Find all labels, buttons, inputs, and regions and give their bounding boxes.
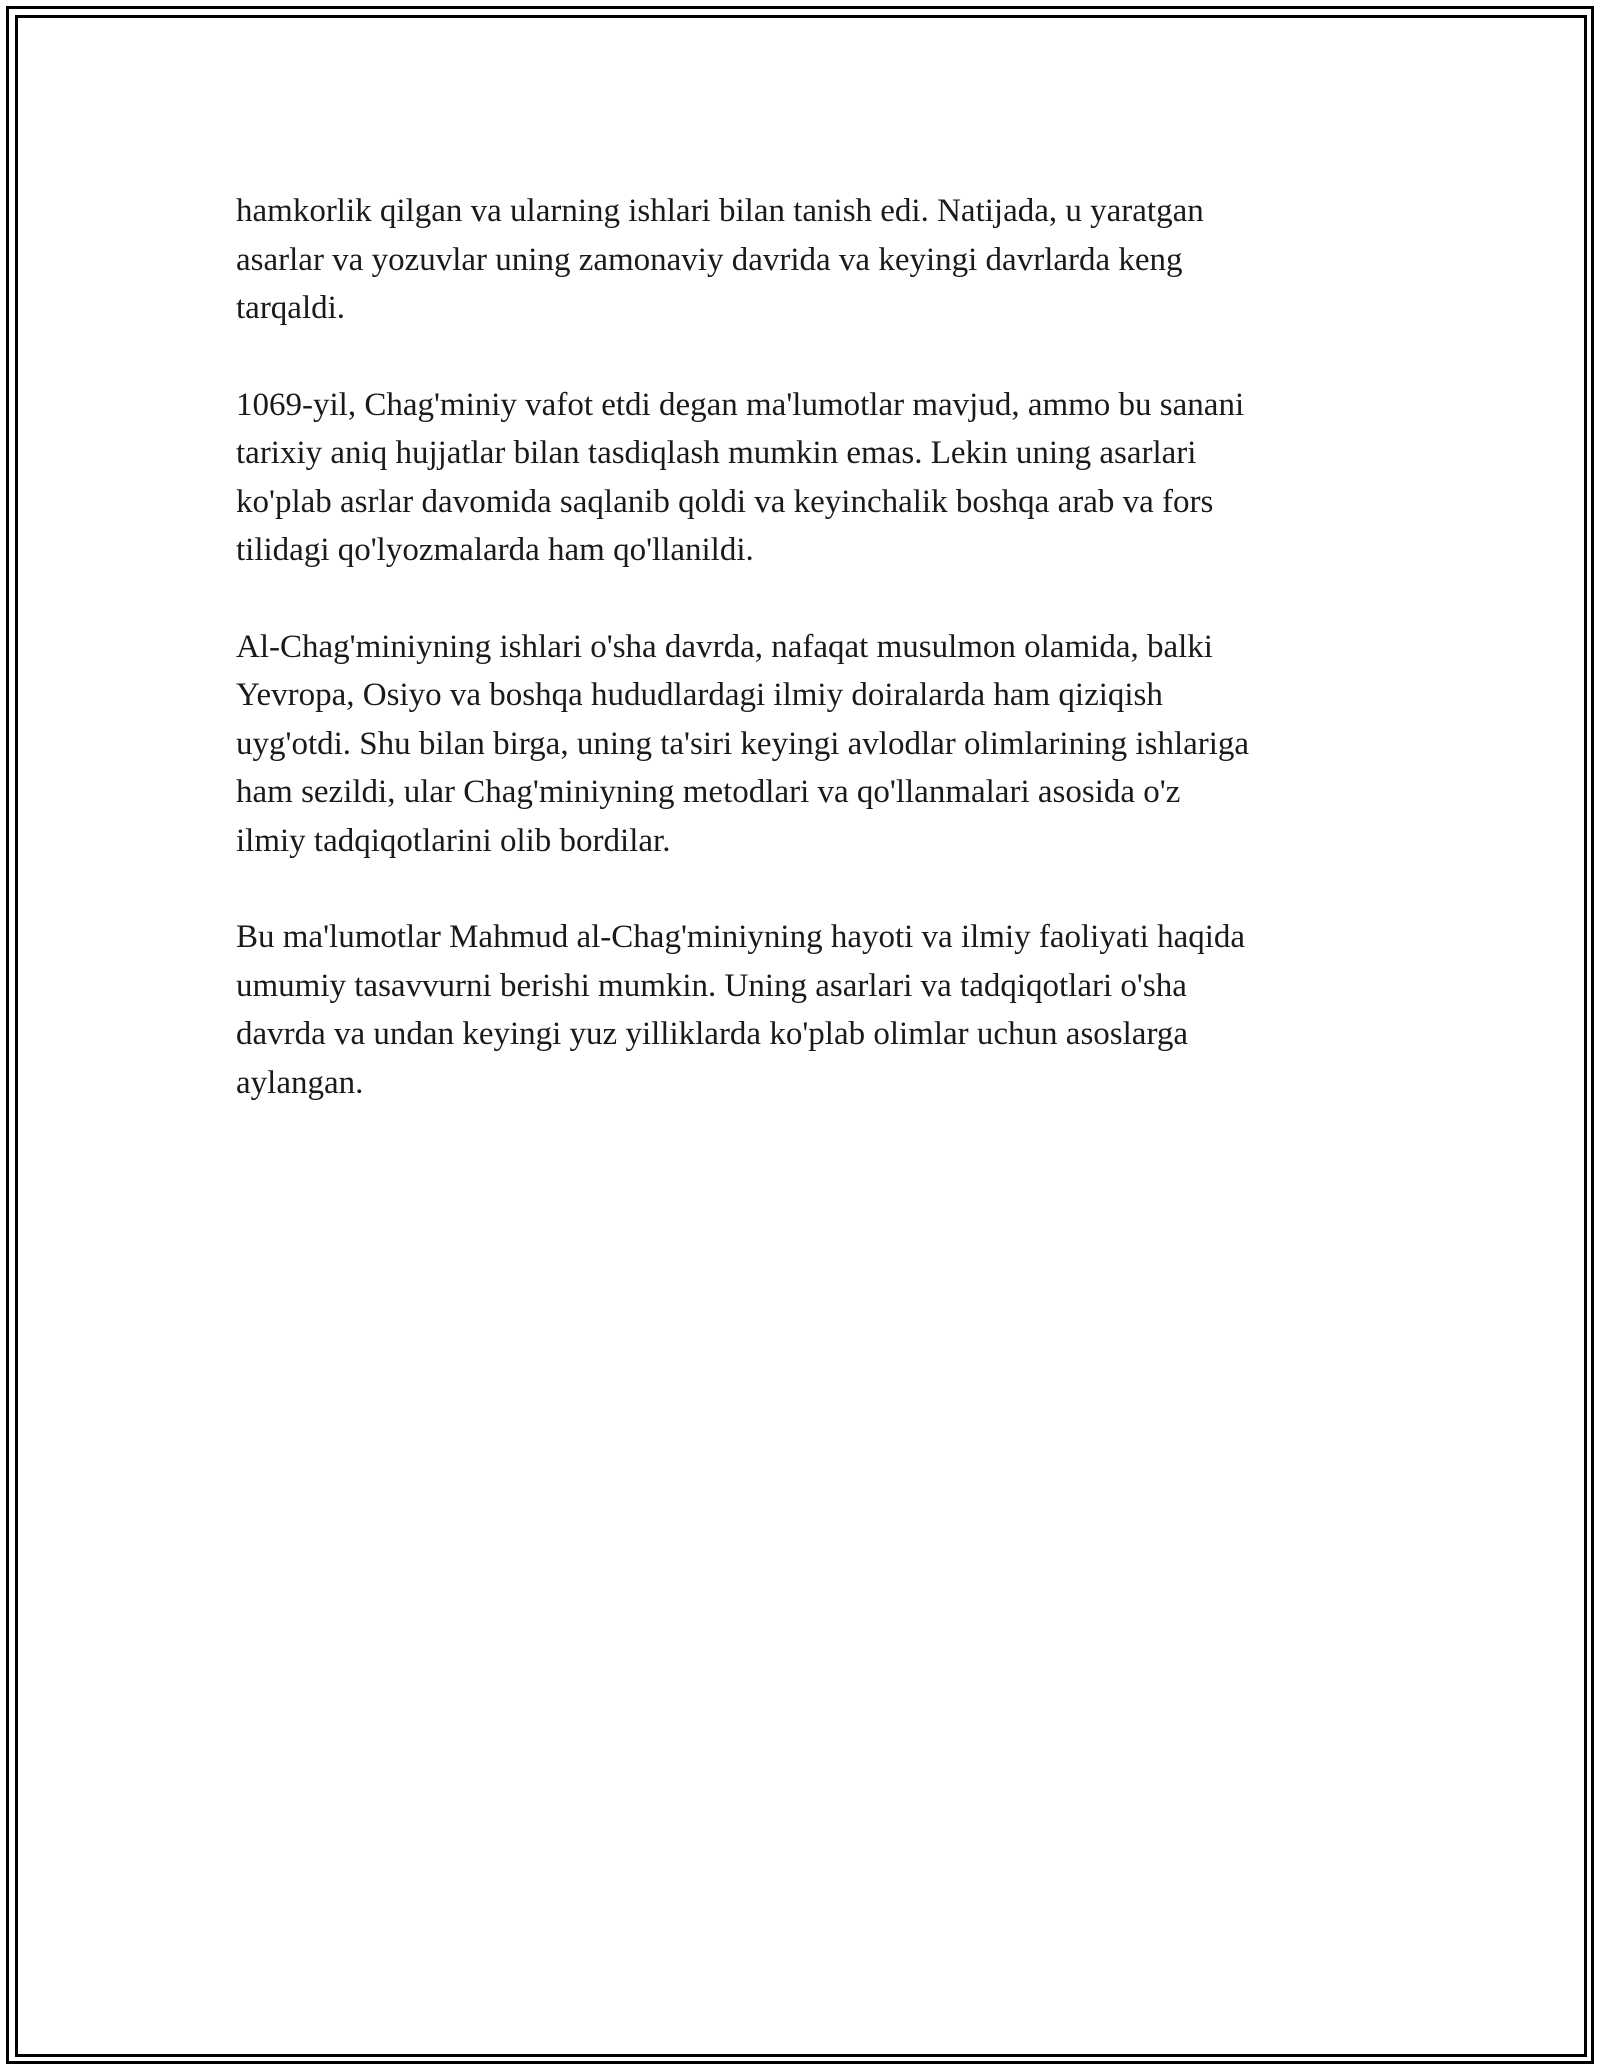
document-body [236,187,1366,1155]
paragraph-4: Bu ma'lumotlar Mahmud al-Chag'miniyning hayoti va ilmiy faoliyati haqida umumiy tasavvurni berishi mumkin. Uning asarlari va tadqiqotlari o'sha davrda va undan keyingi yuz yilliklarda ko'plab olimlar uchun asoslarga aylangan. [236,919,1246,1101]
paragraph-2: 1069-yil, Chag'miniy vafot etdi degan ma'lumotlar mavjud, ammo bu sanani tarixiy aniq hujjatlar bilan tasdiqlash mumkin emas. Lekin uning asarlari ko'plab asrlar davomida saqlanib qoldi va keyinchalik boshqa arab va fors tilidagi qo'lyozmalarda ham qo'llanildi. [236,386,1245,568]
paragraph-3: Al-Chag'miniyning ishlari o'sha davrda, nafaqat musulmon olamida, balki Yevropa, Osiyo va boshqa hududlardagi ilmiy doiralarda ham qiziqish uyg'otdi. Shu bilan birga, uning ta'siri keyingi avlodlar olimlarining ishlariga ham sezildi, ular Chag'miniyning metodlari va qo'llanmalari asosida o'z ilmiy tadqiqotlarini olib bordilar. [236,628,1250,859]
paragraph-1: hamkorlik qilgan va ularning ishlari bilan tanish edi. Natijada, u yaratgan asarlar va yozuvlar uning zamonaviy davrida va keyingi davrlarda keng tarqaldi. [236,193,1204,326]
